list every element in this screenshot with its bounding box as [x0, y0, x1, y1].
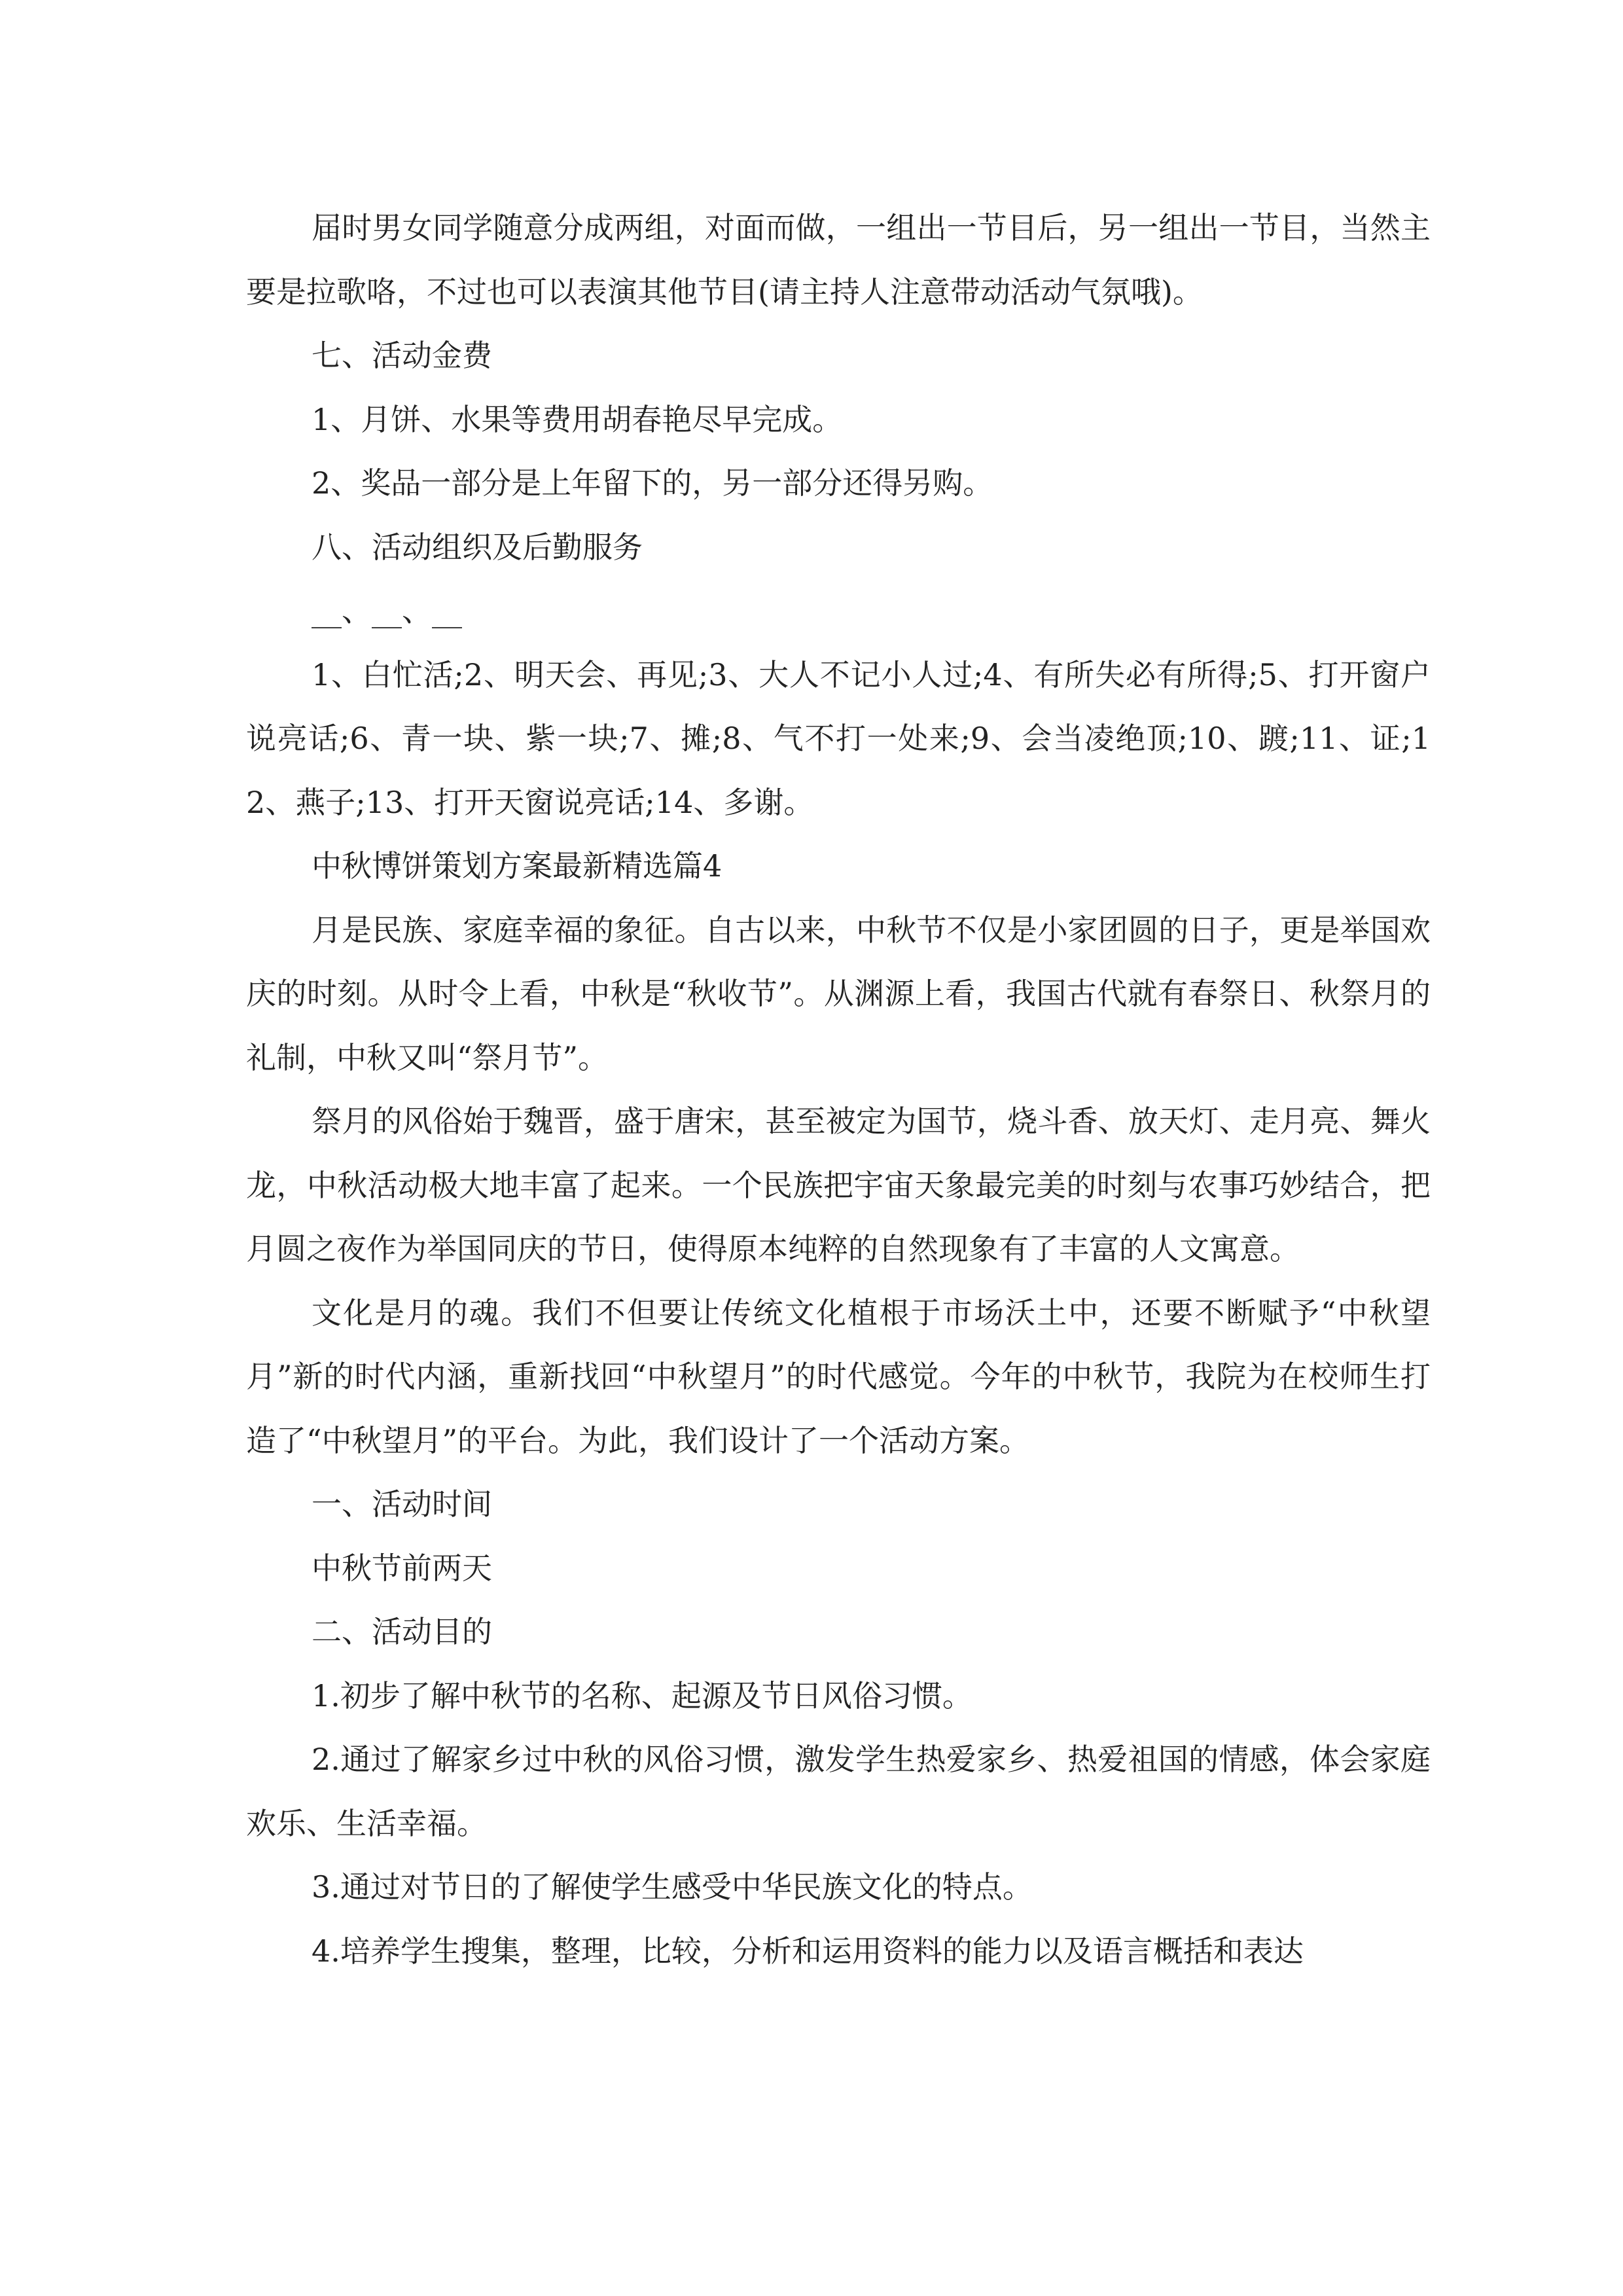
paragraph-purpose-item-4: 4.培养学生搜集，整理，比较，分析和运用资料的能力以及语言概括和表达 — [312, 1933, 1304, 1969]
paragraph-blank-lines: __、__、__ — [312, 593, 462, 628]
paragraph-activity-time-value: 中秋节前两天 — [312, 1550, 492, 1586]
paragraph-answer-list: 1、白忙活;2、明天会、再见;3、大人不记小人过;4、有所失必有所得;5、打开窗户说亮话;6、青一块、紫一块;7、摊;8、气不打一处来;9、会当凌绝顶;10、踱;11、证;12、燕子;13、打开天窗说亮话;14、多谢。 — [246, 656, 1431, 820]
heading-activity-purpose: 二、活动目的 — [312, 1614, 492, 1649]
paragraph-purpose-item-2: 2.通过了解家乡过中秋的风俗习惯，激发学生热爱家乡、热爱祖国的情感，体会家庭欢乐、生活幸福。 — [246, 1742, 1431, 1841]
heading-activity-time: 一、活动时间 — [312, 1486, 492, 1522]
section-title-part-4: 中秋博饼策划方案最新精选篇4 — [312, 848, 722, 884]
paragraph-culture-soul: 文化是月的魂。我们不但要让传统文化植根于市场沃土中，还要不断赋予“中秋望月”新的时代内涵，重新找回“中秋望月”的时代感觉。今年的中秋节，我院为在校师生打造了“中秋望月”的平台。为此，我们设计了一个活动方案。 — [246, 1295, 1431, 1458]
document-body — [246, 196, 1431, 1983]
heading-activity-funds: 七、活动金费 — [312, 338, 492, 373]
paragraph-purpose-item-1: 1.初步了解中秋节的名称、起源及节日风俗习惯。 — [312, 1677, 972, 1713]
paragraph-moon-worship-custom: 祭月的风俗始于魏晋，盛于唐宋，甚至被定为国节，烧斗香、放天灯、走月亮、舞火龙，中秋活动极大地丰富了起来。一个民族把宇宙天象最完美的时刻与农事巧妙结合，把月圆之夜作为举国同庆的节日，使得原本纯粹的自然现象有了丰富的人文寓意。 — [246, 1103, 1431, 1266]
heading-organization-logistics: 八、活动组织及后勤服务 — [312, 529, 643, 565]
paragraph-program-groups: 届时男女同学随意分成两组，对面而做，一组出一节目后，另一组出一节目，当然主要是拉歌咯，不过也可以表演其他节目(请主持人注意带动活动气氛哦)。 — [246, 210, 1431, 310]
paragraph-funds-item-2: 2、奖品一部分是上年留下的，另一部分还得另购。 — [312, 465, 993, 501]
paragraph-moon-symbol: 月是民族、家庭幸福的象征。自古以来，中秋节不仅是小家团圆的日子，更是举国欢庆的时刻。从时令上看，中秋是“秋收节”。从渊源上看，我国古代就有春祭日、秋祭月的礼制，中秋又叫“祭月节”。 — [246, 912, 1431, 1075]
paragraph-funds-item-1: 1、月饼、水果等费用胡春艳尽早完成。 — [312, 401, 843, 437]
paragraph-purpose-item-3: 3.通过对节日的了解使学生感受中华民族文化的特点。 — [312, 1869, 1033, 1905]
